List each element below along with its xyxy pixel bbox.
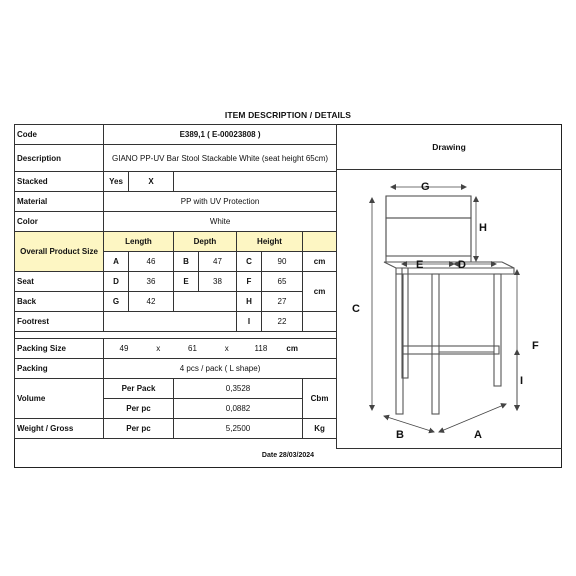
leg-front-middle [432, 274, 439, 414]
material-value: PP with UV Protection [104, 192, 337, 212]
depth-header: Depth [174, 232, 237, 252]
packing-size-label: Packing Size [15, 339, 104, 359]
volume-label: Volume [15, 379, 104, 419]
description-label: Description [15, 145, 104, 172]
letter-b: B [396, 429, 404, 441]
stool-outline [384, 196, 514, 414]
dimension-lines [372, 187, 517, 432]
footrest-empty [104, 312, 237, 332]
volume-per-pc-label: Per pc [104, 399, 174, 419]
volume-per-pc-value: 0,0882 [174, 399, 303, 419]
i-value: 22 [262, 312, 303, 332]
packing-x2: x [224, 344, 229, 353]
row-back [15, 292, 337, 312]
color-value: White [104, 212, 337, 232]
b-value: 47 [199, 252, 237, 272]
backrest-upper [386, 196, 471, 218]
f-value: 65 [262, 272, 303, 292]
seat-back-unit: cm [303, 272, 337, 312]
back-empty [174, 292, 237, 312]
packing-value: 4 pcs / pack ( L shape) [104, 359, 337, 379]
letter-f: F [532, 340, 539, 352]
letter-a: A [474, 429, 482, 441]
footrest-label: Footrest [15, 312, 104, 332]
letter-h: H [479, 222, 487, 234]
packing-length: 49 [119, 344, 129, 353]
stacked-empty [174, 172, 337, 192]
b-letter: B [174, 252, 199, 272]
drawing-heading: Drawing [336, 124, 562, 170]
weight-value: 5,2500 [174, 419, 303, 439]
weight-per-pc-label: Per pc [104, 419, 174, 439]
row-weight [15, 419, 337, 439]
code-value: E389,1 ( E-00023808 ) [104, 125, 337, 145]
weight-unit: Kg [303, 419, 337, 439]
dimension-letters [352, 181, 539, 441]
e-value: 38 [199, 272, 237, 292]
packing-height: 118 [254, 344, 268, 353]
h-letter: H [237, 292, 262, 312]
packing-x1: x [156, 344, 161, 353]
dim-a-line [439, 404, 506, 432]
row-packing [15, 359, 337, 379]
row-code [15, 125, 337, 145]
overall-unit: cm [303, 252, 337, 272]
d-value: 36 [129, 272, 174, 292]
volume-unit: Cbm [303, 379, 337, 419]
packing-width: 61 [188, 344, 197, 353]
code-label: Code [15, 125, 104, 145]
per-pack-label: Per Pack [104, 379, 174, 399]
row-packing-size [15, 339, 337, 359]
d-letter: D [104, 272, 129, 292]
seat-label: Seat [15, 272, 104, 292]
seat-front [396, 268, 514, 274]
footer-date: Date 28/03/2024 [261, 452, 315, 459]
stacked-yes: Yes [104, 172, 129, 192]
letter-c: C [352, 303, 360, 315]
footrest-bar [403, 346, 499, 354]
letter-d: D [458, 259, 466, 271]
i-letter: I [237, 312, 262, 332]
row-color [15, 212, 337, 232]
packing-size-values [104, 339, 337, 359]
letter-g: G [421, 181, 430, 193]
seat-top [384, 262, 514, 268]
page-title: ITEM DESCRIPTION / DETAILS [224, 110, 352, 120]
leg-back-right [494, 274, 501, 386]
back-label: Back [15, 292, 104, 312]
c-value: 90 [262, 252, 303, 272]
overall-size-label: Overall Product Size [15, 232, 104, 272]
row-description [15, 145, 337, 172]
height-header: Height [237, 232, 303, 252]
footrest-unit-empty [303, 312, 337, 332]
e-letter: E [174, 272, 199, 292]
packing-label: Packing [15, 359, 104, 379]
stacked-mark: X [129, 172, 174, 192]
g-letter: G [104, 292, 129, 312]
backrest-lower [386, 218, 471, 256]
h-value: 27 [262, 292, 303, 312]
stool-drawing [336, 170, 562, 448]
row-seat [15, 272, 337, 292]
color-label: Color [15, 212, 104, 232]
row-spacer [15, 332, 337, 339]
description-value: GIANO PP-UV Bar Stool Stackable White (seat height 65cm) [104, 145, 337, 172]
dim-b-line [384, 416, 434, 432]
row-footrest [15, 312, 337, 332]
per-pack-value: 0,3528 [174, 379, 303, 399]
packing-unit: cm [286, 344, 298, 353]
spacer [15, 332, 337, 339]
a-value: 46 [129, 252, 174, 272]
letter-e: E [416, 259, 424, 271]
row-stacked [15, 172, 337, 192]
weight-label: Weight / Gross [15, 419, 104, 439]
letter-i: I [520, 375, 524, 387]
row-material [15, 192, 337, 212]
material-label: Material [15, 192, 104, 212]
spec-table [14, 124, 337, 439]
length-header: Length [104, 232, 174, 252]
g-value: 42 [129, 292, 174, 312]
row-volume-pack [15, 379, 337, 399]
c-letter: C [237, 252, 262, 272]
stacked-label: Stacked [15, 172, 104, 192]
f-letter: F [237, 272, 262, 292]
row-overall-headers [15, 232, 337, 252]
overall-header-blank [303, 232, 337, 252]
a-letter: A [104, 252, 129, 272]
